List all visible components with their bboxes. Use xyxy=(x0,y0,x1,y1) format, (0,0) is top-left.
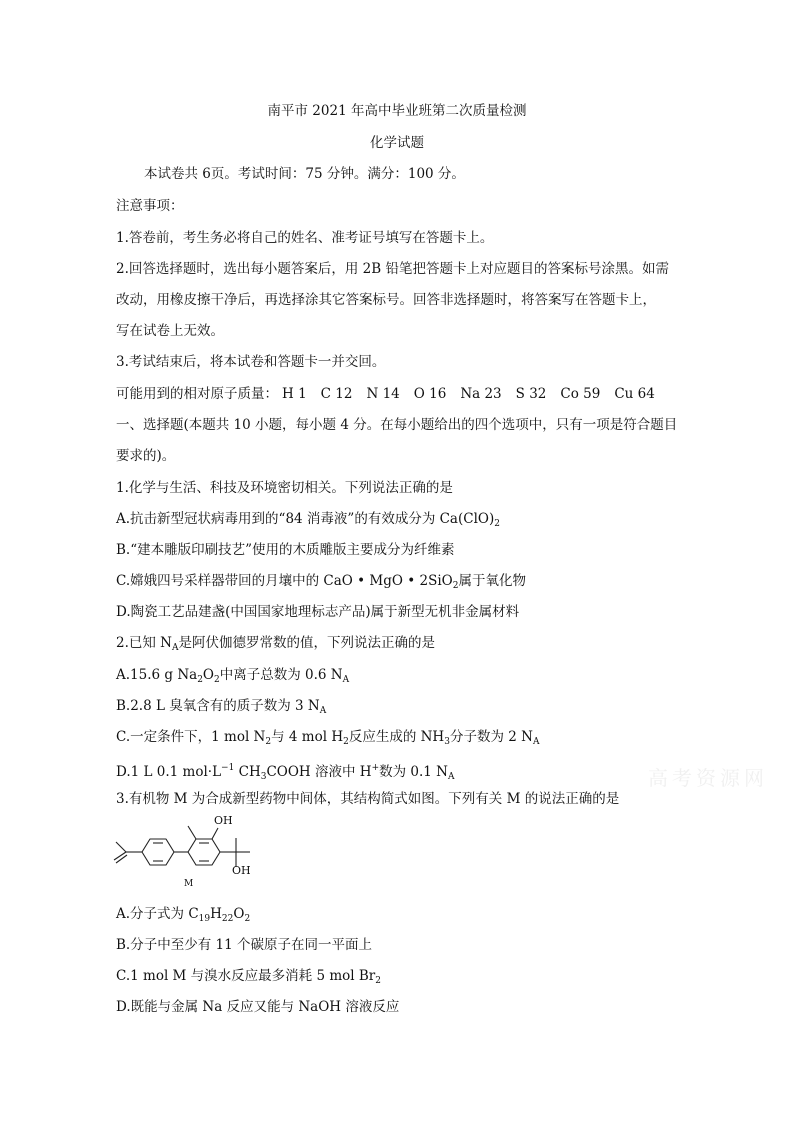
atomic-mass-item: S 32 xyxy=(515,386,547,402)
exam-subtitle: 化学试题 xyxy=(370,135,424,151)
notes-item-2-line-3: 写在试卷上无效。 xyxy=(116,323,224,339)
q1-option-d: D.陶瓷工艺品建盏(中国国家地理标志产品)属于新型无机非金属材料 xyxy=(116,604,520,620)
atomic-mass-item: H 1 xyxy=(282,386,307,402)
notes-item-1: 1.答卷前，考生务必将自己的姓名、准考证号填写在答题卡上。 xyxy=(116,230,494,246)
exam-title: 南平市 2021 年高中毕业班第二次质量检测 xyxy=(267,103,527,119)
atomic-mass-item: O 16 xyxy=(413,386,447,402)
atomic-mass-item: Na 23 xyxy=(460,386,502,402)
q2-option-a: A.15.6 g $Na_2O_2$中离子总数为 0.6 $N_A$ xyxy=(116,667,350,685)
q2-stem: 2.已知 $N_A$是阿伏伽德罗常数的值，下列说法正确的是 xyxy=(116,635,435,653)
q2-option-b: B.2.8 L 臭氧含有的质子数为 3 $N_A$ xyxy=(116,698,327,716)
notes-item-3: 3.考试结束后，将本试卷和答题卡一并交回。 xyxy=(116,354,386,370)
watermark: 高考资源网 xyxy=(648,766,768,790)
exam-intro: 本试卷共 6页。考试时间：75 分钟。满分：100 分。 xyxy=(144,166,465,182)
q1-stem: 1.化学与生活、科技及环境密切相关。下列说法正确的是 xyxy=(116,480,453,496)
q1-option-b: B.“建本雕版印刷技艺”使用的木质雕版主要成分为纤维素 xyxy=(116,542,455,558)
q3-option-a: A.分子式为 $C_{19}H_{22}O_2$ xyxy=(116,906,251,924)
notes-item-2-line-2: 改动，用橡皮擦干净后，再选择涂其它答案标号。回答非选择题时，将答案写在答题卡上， xyxy=(116,292,656,308)
q3-option-d: D.既能与金属 Na 反应又能与 NaOH 溶液反应 xyxy=(116,999,400,1015)
atomic-mass-item: C 12 xyxy=(320,386,353,402)
atomic-masses xyxy=(116,384,669,404)
q1-option-c: C.嫦娥四号采样器带回的月壤中的 CaO • MgO • 2SiO$_2$属于氧化物 xyxy=(116,573,526,591)
section-1-heading-line-2: 要求的)。 xyxy=(116,448,176,464)
q2-option-d: D.1 L 0.1 $mol\cdot L^{-1}$ $CH_3COOH$ 溶液中 H+数为 0.1 $N_A$ xyxy=(116,763,455,782)
q3-stem: 3.有机物 M 为合成新型药物中间体，其结构简式如图。下列有关 M 的说法正确的是 xyxy=(116,791,620,807)
notes-item-2-line-1: 2.回答选择题时，选出每小题答案后，用 2B 铅笔把答题卡上对应题目的答案标号涂黑。如需 xyxy=(116,261,669,277)
q3-oh-bottom-label: OH xyxy=(232,864,251,877)
notes-heading: 注意事项： xyxy=(116,198,184,214)
atomic-masses-label: 可能用到的相对原子质量： xyxy=(116,386,278,402)
q3-oh-top-label: OH xyxy=(214,814,233,827)
q3-structure-label-m: M xyxy=(184,879,194,889)
section-1-heading-line-1: 一、选择题(本题共 10 小题，每小题 4 分。在每小题给出的四个选项中，只有一项是符合题目 xyxy=(116,417,678,433)
q1-option-a: A.抗击新型冠状病毒用到的“84 消毒液”的有效成分为 $Ca(ClO)_2$ xyxy=(116,511,500,529)
atomic-mass-item: Cu 64 xyxy=(614,386,655,402)
q3-option-b: B.分子中至少有 11 个碳原子在同一平面上 xyxy=(116,937,372,953)
q2-option-c: C.一定条件下，1 mol $N_2$与 4 mol $H_2$反应生成的 $NH_3$分子数为 2 $N_A$ xyxy=(116,729,540,747)
atomic-mass-item: Co 59 xyxy=(560,386,601,402)
atomic-mass-item: N 14 xyxy=(366,386,400,402)
q3-option-c: C.1 mol M 与溴水反应最多消耗 5 mol $Br_2$ xyxy=(116,968,381,986)
